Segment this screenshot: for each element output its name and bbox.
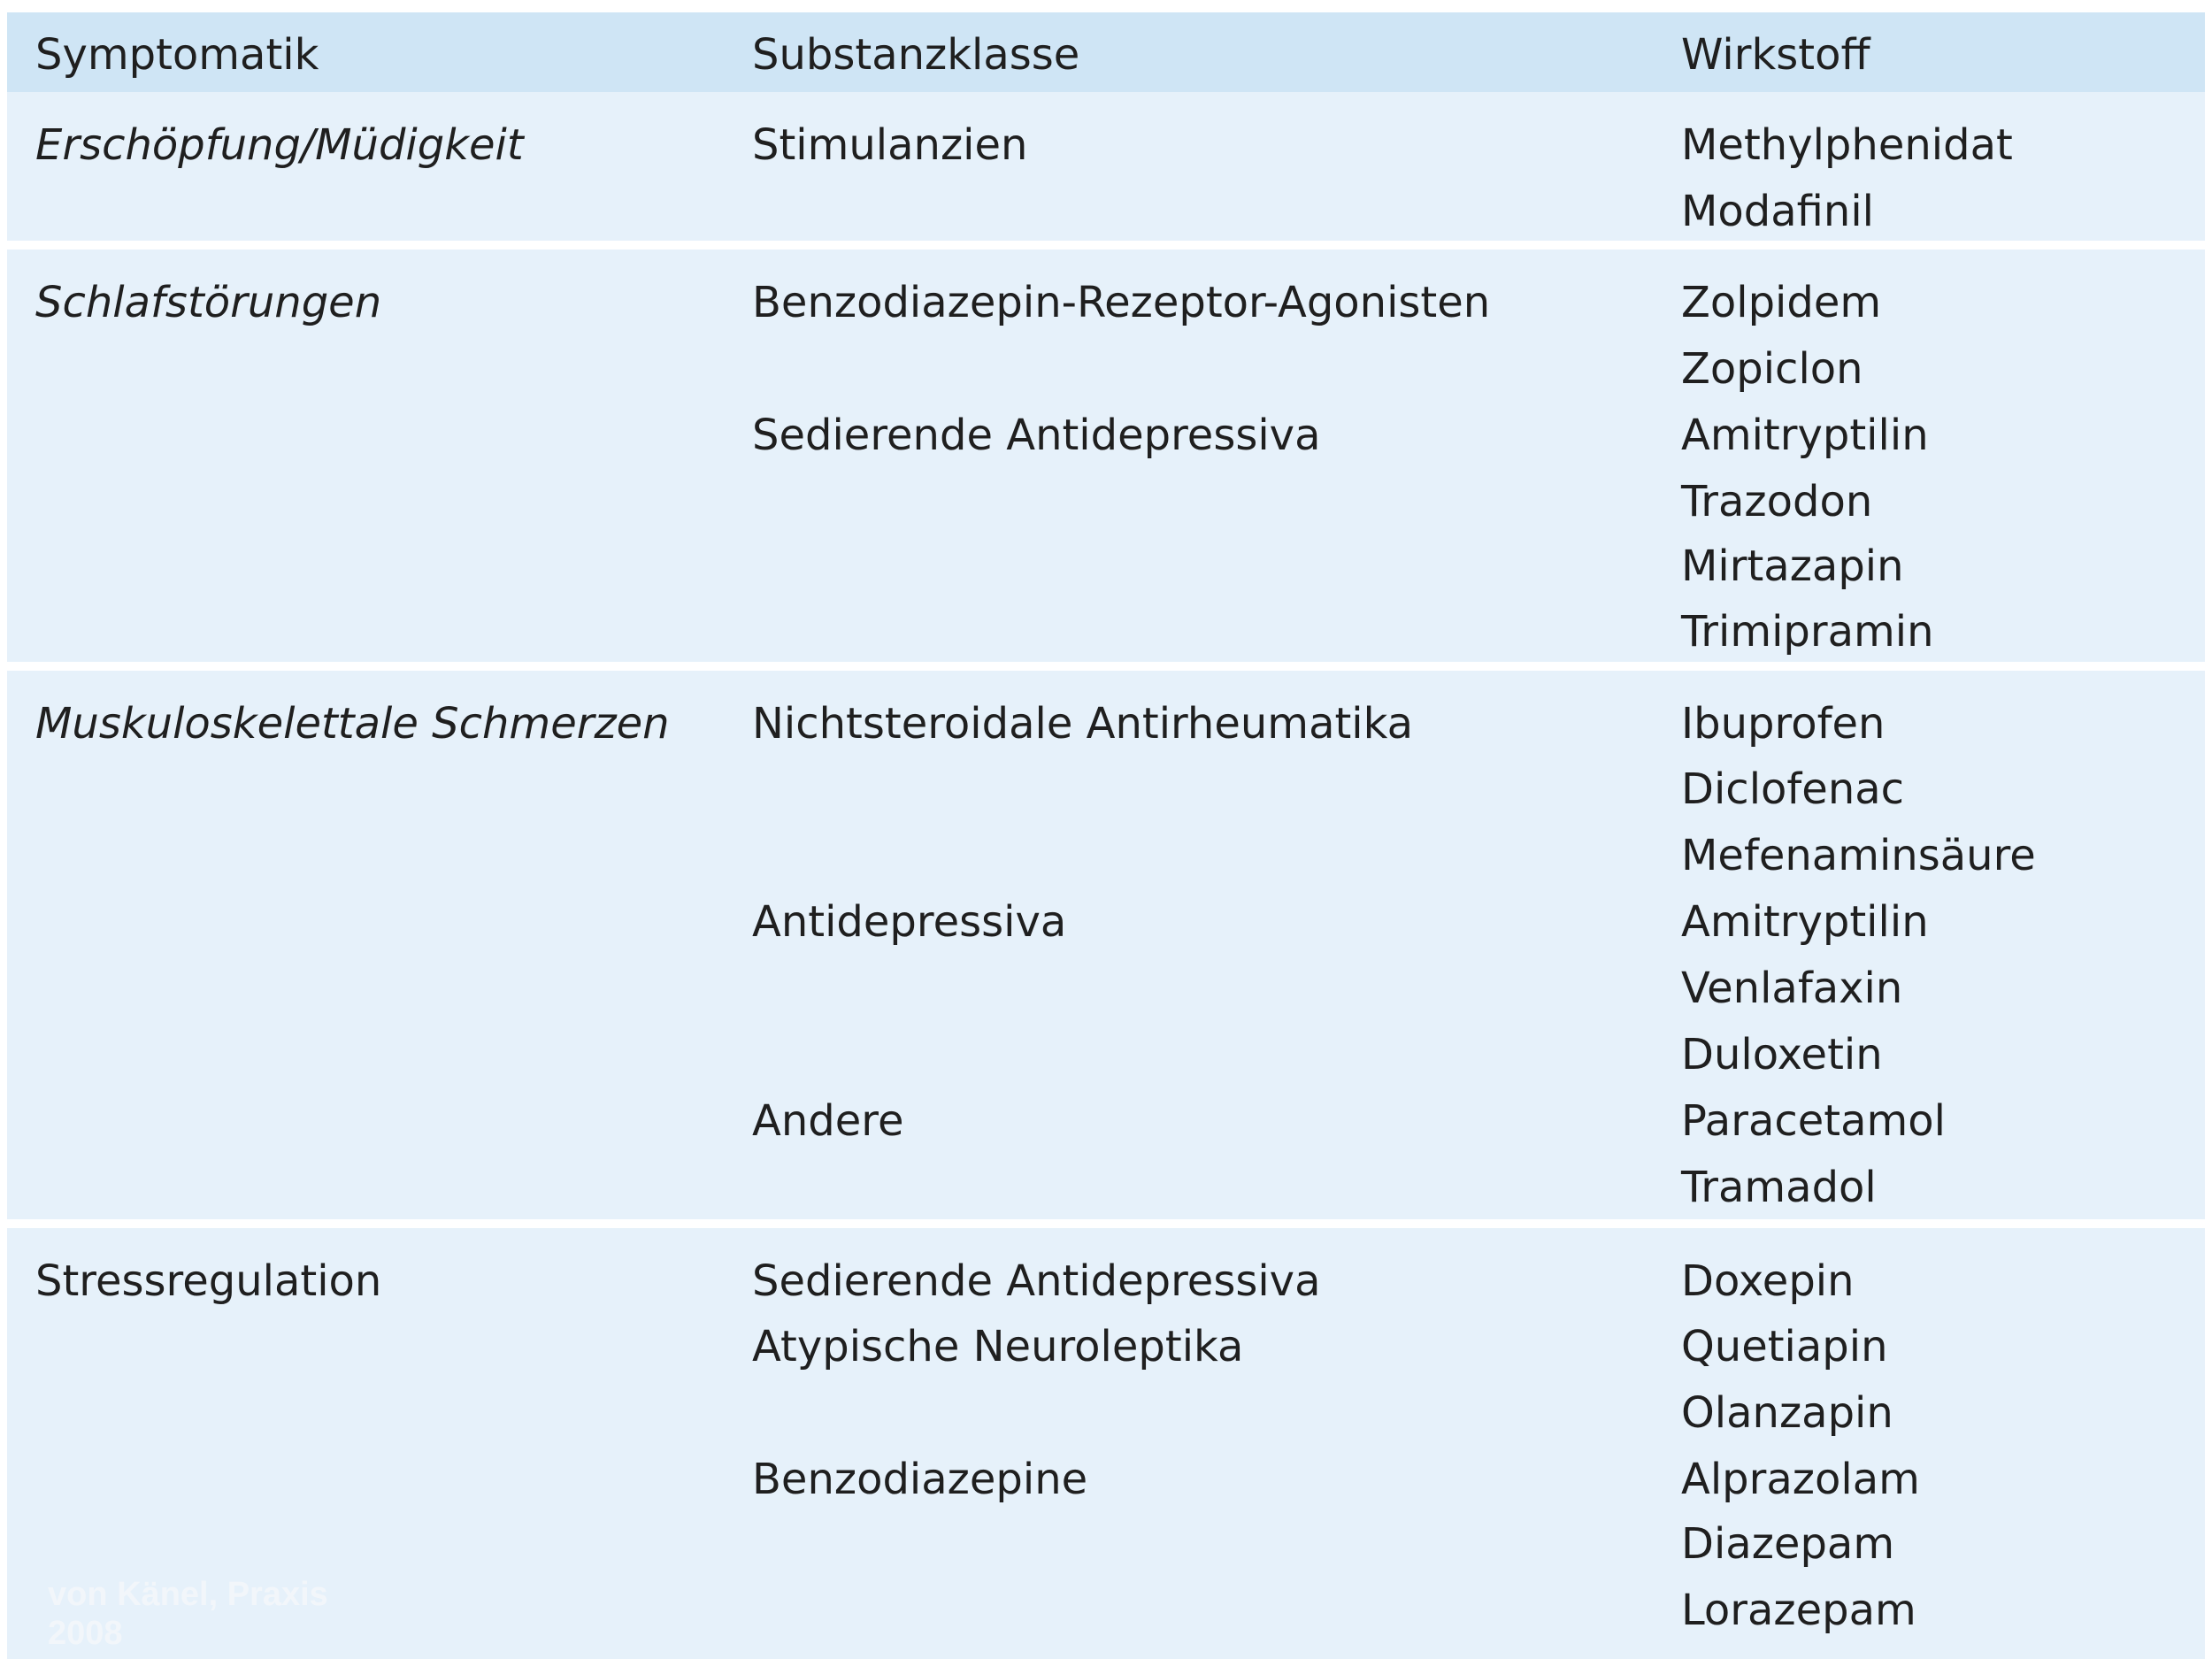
drug-cell: Lorazepam [1681,1586,1916,1635]
drug-cell: Venlafaxin [1681,964,1903,1013]
class-cell: Benzodiazepin-Rezeptor-Agonisten [752,278,1491,327]
symptom-cell: Schlafstörungen [35,278,382,327]
class-cell: Stimulanzien [752,120,1028,170]
header-substanzklasse: Substanzklasse [752,30,1080,80]
drug-cell: Ibuprofen [1681,699,1886,749]
drug-cell: Trimipramin [1681,607,1934,657]
symptom-cell: Erschöpfung/Müdigkeit [35,120,524,170]
drug-cell: Mirtazapin [1681,541,1904,591]
class-cell: Andere [752,1096,904,1146]
header-symptomatik: Symptomatik [35,30,319,80]
drug-cell: Quetiapin [1681,1322,1888,1371]
drug-cell: Diazepam [1681,1519,1895,1569]
drug-cell: Zolpidem [1681,278,1882,327]
symptom-cell: Muskuloskelettale Schmerzen [35,699,670,749]
drug-cell: Amitryptilin [1681,411,1929,460]
class-cell: Atypische Neuroleptika [752,1322,1244,1371]
symptom-cell: Stressregulation [35,1256,382,1306]
class-cell: Sedierende Antidepressiva [752,1256,1321,1306]
drug-cell: Duloxetin [1681,1030,1883,1079]
class-cell: Nichtsteroidale Antirheumatika [752,699,1413,749]
drug-cell: Paracetamol [1681,1096,1946,1146]
class-cell: Benzodiazepine [752,1455,1088,1504]
drug-cell: Methylphenidat [1681,120,2013,170]
header-wirkstoff: Wirkstoff [1681,30,1870,80]
drug-cell: Amitryptilin [1681,897,1929,947]
class-cell: Sedierende Antidepressiva [752,411,1321,460]
drug-cell: Zopiclon [1681,344,1863,394]
drug-cell: Doxepin [1681,1256,1855,1306]
drug-cell: Olanzapin [1681,1388,1893,1438]
medication-table [7,12,2205,1659]
drug-cell: Diclofenac [1681,764,1905,814]
table-header-row [7,12,2205,92]
source-citation: von Känel, Praxis 2008 [48,1576,328,1652]
class-cell: Antidepressiva [752,897,1067,947]
drug-cell: Alprazolam [1681,1455,1920,1504]
drug-cell: Tramadol [1681,1163,1877,1212]
drug-cell: Mefenaminsäure [1681,831,2036,880]
drug-cell: Modafinil [1681,187,1874,236]
drug-cell: Trazodon [1681,477,1873,526]
